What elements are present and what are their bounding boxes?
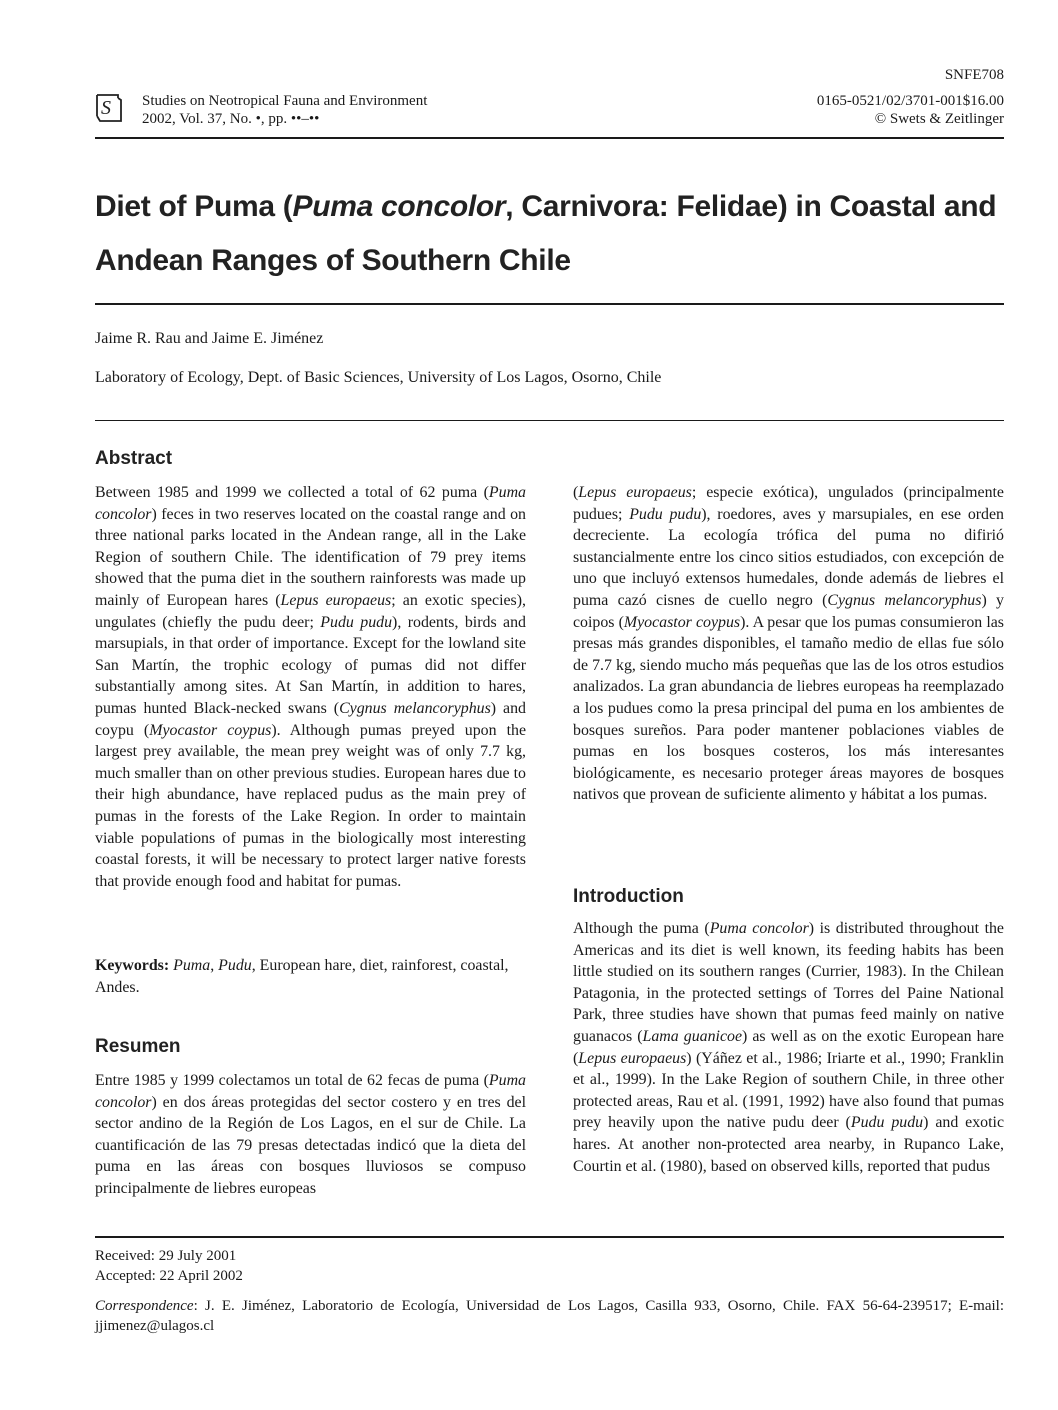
copyright: © Swets & Zeitlinger bbox=[874, 111, 1004, 127]
resumen-paragraph-left: Entre 1985 y 1999 colectamos un total de 62 fecas de puma (Puma concolor) en dos áreas protegidas del sector costero y en tres del sector andino de la Región de Los Lagos, en el sur de Chile. La cuantificación de las 79 presas detectadas indicó que la dieta del puma en las áreas con bosques lluviosos se compuso principalmente de liebres europeas bbox=[95, 1072, 526, 1197]
keywords-label: Keywords: bbox=[95, 957, 170, 974]
introduction-heading: Introduction bbox=[573, 886, 684, 907]
article-code: SNFE708 bbox=[944, 67, 1004, 83]
keywords bbox=[95, 955, 526, 998]
svg-text:S: S bbox=[101, 97, 111, 119]
affiliation-rule bbox=[95, 420, 1004, 421]
title-rule bbox=[95, 303, 1004, 305]
issn: 0165-0521/02/3701-001$16.00 bbox=[816, 93, 1004, 109]
abstract-heading: Abstract bbox=[95, 448, 173, 469]
abstract-paragraph: Between 1985 and 1999 we collected a total of 62 puma (Puma concolor) feces in two reserves located on the coastal range and on three national parks located in the Andean range, all in the Lake Region of southern Chile. The identification of 79 prey items showed that the puma diet in the southern rainforests was made up mainly of European hares (Lepus europaeus; an exotic species), ungulates (chiefly the pudu deer; Pudu pudu), rodents, birds and marsupials, in that order of importance. Except for the lowland site San Martín, the trophic ecology of pumas did not differ substantially among sites. At San Martín, in addition to hares, pumas hunted Black-necked swans (Cygnus melancoryphus) and coypu (Myocastor coypus). Although pumas preyed upon the largest prey available, the mean prey weight was of only 7.7 kg, much smaller than on other previous studies. European hares due to their high abundance, have replaced pudus as the main prey of pumas in the forests of the Lake Region. In order to maintain viable populations of pumas in the biologically most interesting coastal forests, it will be necessary to protect larger native forests that provide enough food and habitat for pumas. bbox=[95, 484, 527, 890]
correspondence-text: : J. E. Jiménez, Laboratorio de Ecología, Universidad de Los Lagos, Casilla 933, Osorno, Chile. FAX 56-64-239517; E-mail: jjimenez@ulagos.cl bbox=[95, 1298, 1004, 1334]
abstract-text bbox=[95, 482, 526, 892]
accepted-date: Accepted: 22 April 2002 bbox=[95, 1268, 243, 1284]
received-date: Received: 29 July 2001 bbox=[95, 1248, 237, 1264]
introduction-paragraph: Although the puma (Puma concolor) is distributed throughout the Americas and its diet is well known, its feeding habits has been little studied on its southern ranges (Currier, 1983). In the Chilean Patagonia, in the protected settings of Torres del Paine National Park, three studies have shown that pumas feed mainly on native guanacos (Lama guanicoe) as well as on the exotic European hare (Lepus europaeus) (Yáñez et al., 1986; Iriarte et al., 1990; Franklin et al., 1999). In the Lake Region of southern Chile, in three other protected areas, Rau et al. (1991, 1992) have also found that pumas prey heavily upon the native pudu deer (Pudu pudu) and exotic hares. At another non-protected area nearby, in Rupanco Lake, Courtin et al. (1980), based on observed kills, reported that pudus bbox=[573, 920, 1005, 1175]
article-title: Diet of Puma (Puma concolor, Carnivora: Felidae) in Coastal and Andean Ranges of Southern Chile bbox=[95, 190, 997, 277]
correspondence bbox=[95, 1296, 1004, 1336]
resumen-heading: Resumen bbox=[95, 1036, 181, 1057]
resumen-text-right bbox=[573, 482, 1004, 806]
correspondence-label: Correspondence bbox=[95, 1298, 194, 1314]
header-rule bbox=[95, 137, 1004, 139]
resumen-text-left bbox=[95, 1070, 526, 1200]
footer-rule bbox=[95, 1236, 1004, 1238]
volume-line: 2002, Vol. 37, No. •, pp. ••–•• bbox=[142, 111, 320, 127]
introduction-text bbox=[573, 918, 1004, 1177]
authors: Jaime R. Rau and Jaime E. Jiménez bbox=[95, 330, 324, 347]
affiliation: Laboratory of Ecology, Dept. of Basic Sciences, University of Los Lagos, Osorno, Chile bbox=[95, 369, 662, 386]
journal-name: Studies on Neotropical Fauna and Environment bbox=[142, 93, 428, 109]
journal-info bbox=[142, 92, 427, 128]
journal-logo-icon bbox=[94, 92, 124, 124]
keywords-list: Puma, Pudu, European hare, diet, rainforest, coastal, Andes. bbox=[95, 957, 509, 996]
resumen-paragraph-right: (Lepus europaeus; especie exótica), ungulados (principalmente pudues; Pudu pudu), roedores, aves y marsupiales, en ese orden decreciente. La ecología trófica del puma no difirió sustancialmente entre los cinco sitios estudiados, con excepción de uno que incluyó extensos humedales, donde además de liebres el puma cazó cisnes de cuello negro (Cygnus melancoryphus) y coipos (Myocastor coypus). A pesar que los pumas consumieron las presas más grandes disponibles, el tamaño medio de ellas fue sólo de 7.7 kg, siendo mucho más pequeñas que las de los otros estudios analizados. La gran abundancia de liebres europeas ha reemplazado a los pudues como la presa principal del puma en los ambientes de bosques sureños. Para poder mantener poblaciones viables de pumas en los bosques costeros, los más interesantes biológicamente, es necesario proteger áreas mayores de bosques nativos que provean de suficiente alimento y hábitat a los pumas. bbox=[573, 484, 1004, 804]
